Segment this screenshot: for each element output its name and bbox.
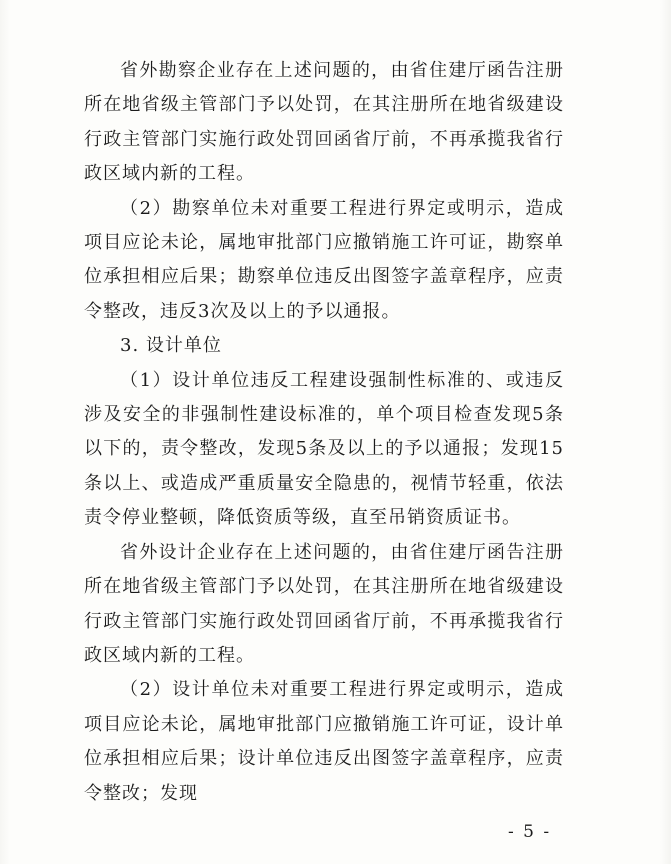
paragraph-design-item-1: （1）设计单位违反工程建设强制性标准的、或违反涉及安全的非强制性建设标准的，单个项目检查发现5条以下的，责令整改，发现5条及以上的予以通报；发现15条以上、或造成严重质量安全隐患的，视情节轻重，依法责令停业整顿，降低资质等级，直至吊销资质证书。 <box>84 369 564 529</box>
section-heading-design-unit: 3. 设计单位 <box>120 335 222 357</box>
document-body <box>84 54 564 811</box>
page-number: - 5 - <box>508 822 552 842</box>
paragraph-survey-item-2: （2）勘察单位未对重要工程进行界定或明示，造成项目应论未论，属地审批部门应撤销施工许可证，勘察单位承担相应后果；勘察单位违反出图签字盖章程序，应责令整改，违反3次及以上的予以通报。 <box>84 197 564 322</box>
paragraph-out-of-province-design: 省外设计企业存在上述问题的，由省住建厅函告注册所在地省级主管部门予以处罚，在其注册所在地省级建设行政主管部门实施行政处罚回函省厅前，不再承揽我省行政区域内新的工程。 <box>84 541 564 666</box>
paragraph-out-of-province-survey: 省外勘察企业存在上述问题的，由省住建厅函告注册所在地省级主管部门予以处罚，在其注册所在地省级建设行政主管部门实施行政处罚回函省厅前，不再承揽我省行政区域内新的工程。 <box>84 60 564 185</box>
paragraph-design-item-2: （2）设计单位未对重要工程进行界定或明示，造成项目应论未论，属地审批部门应撤销施工许可证，设计单位承担相应后果；设计单位违反出图签字盖章程序，应责令整改；发现 <box>84 679 564 804</box>
